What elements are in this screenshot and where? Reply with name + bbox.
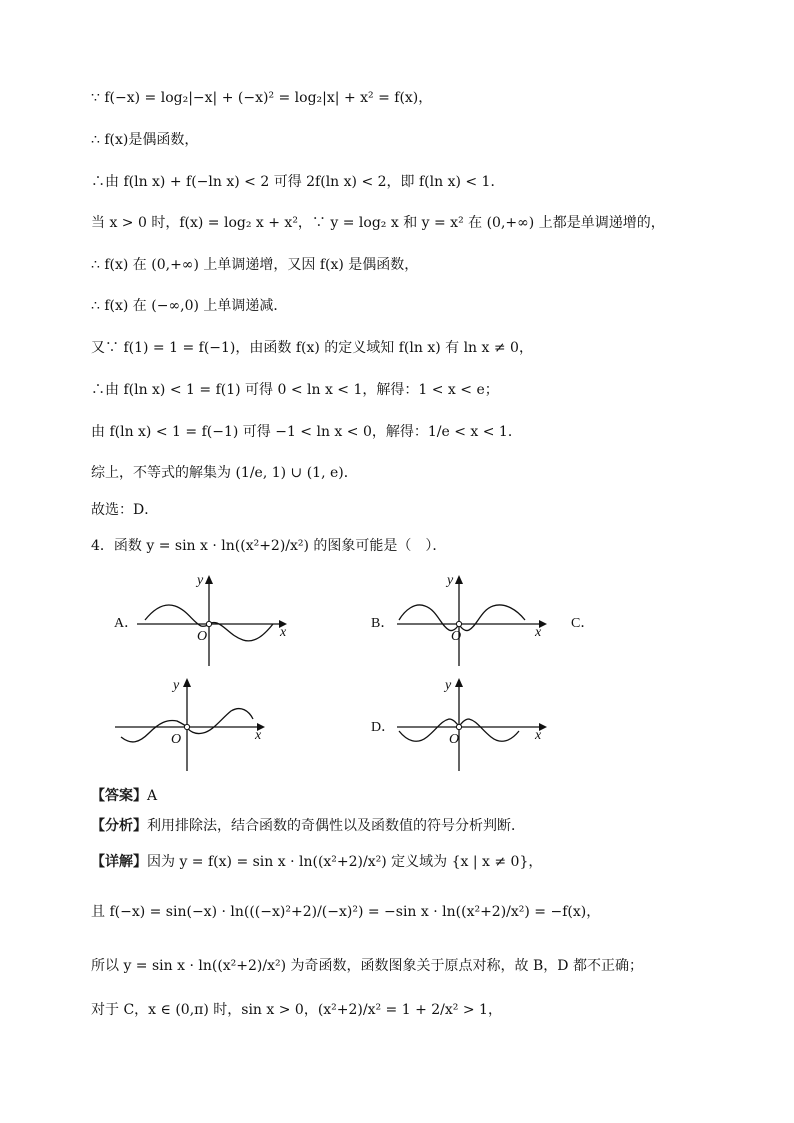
graph-option-a	[135, 570, 295, 670]
origin-label: O	[197, 629, 208, 644]
text-line-5: ∴ f(x) 在 (0,+∞) 上单调递增，又因 f(x) 是偶函数，	[91, 257, 419, 273]
detail-line-2: 且 f(−x) = sin(−x) · ln(((−x)²+2)/(−x)²) = −sin x · ln((x²+2)/x²) = −f(x)，	[91, 904, 601, 920]
detail-line-4: 对于 C，x ∈ (0,π) 时，sin x > 0，(x²+2)/x² = 1 + 2/x² > 1，	[91, 1002, 502, 1018]
graph-option-c	[113, 675, 273, 775]
answer-tag: 【答案】	[91, 788, 147, 804]
answer-line	[91, 786, 157, 806]
y-label: y	[445, 678, 452, 693]
analysis-tag: 【分析】	[91, 818, 147, 834]
y-axis-arrow	[455, 575, 463, 584]
text-line-11: 故选：D．	[91, 502, 159, 518]
text-line-7: 又∵ f(1) = 1 = f(−1)，由函数 f(x) 的定义域知 f(ln x) 有 ln x ≠ 0，	[91, 340, 533, 356]
x-label: x	[255, 728, 262, 743]
answer-text: A	[147, 788, 158, 804]
origin-dot	[456, 621, 461, 626]
origin-dot	[456, 724, 461, 729]
origin-label: O	[451, 629, 462, 644]
question-4: 4．函数 y = sin x · ln((x²+2)/x²) 的图象可能是（ ）．	[91, 538, 447, 554]
option-b-label: B．	[371, 616, 395, 631]
analysis-text: 利用排除法，结合函数的奇偶性以及函数值的符号分析判断．	[147, 818, 525, 834]
option-c-label: C．	[571, 616, 595, 631]
text-line-10: 综上，不等式的解集为 (1/e, 1) ∪ (1, e)．	[91, 465, 358, 481]
detail-line-1	[91, 852, 542, 872]
graph-option-b	[395, 570, 555, 670]
option-d-label: D．	[371, 720, 396, 735]
origin-dot	[184, 724, 189, 729]
detail-line-3: 所以 y = sin x · ln((x²+2)/x²) 为奇函数，函数图象关于原点对称，故 B，D 都不正确；	[91, 958, 643, 974]
text-line-2: ∴ f(x)是偶函数，	[91, 132, 199, 148]
detail-text: 因为 y = f(x) = sin x · ln((x²+2)/x²) 定义域为 {x | x ≠ 0}，	[147, 854, 543, 870]
detail-tag: 【详解】	[91, 854, 147, 870]
text-line-8: ∴由 f(ln x) < 1 = f(1) 可得 0 < ln x < 1，解得：1 < x < e；	[91, 382, 499, 398]
origin-label: O	[449, 732, 460, 747]
curve	[399, 605, 525, 631]
option-a-label: A．	[114, 616, 139, 631]
text-line-4: 当 x > 0 时，f(x) = log₂ x + x²，∵ y = log₂ x 和 y = x² 在 (0,+∞) 上都是单调递增的，	[91, 215, 665, 231]
analysis-line	[91, 816, 525, 836]
y-label: y	[173, 678, 180, 693]
text-line-9: 由 f(ln x) < 1 = f(−1) 可得 −1 < ln x < 0，解得：1/e < x < 1．	[91, 424, 522, 440]
text-line-6: ∴ f(x) 在 (−∞,0) 上单调递减．	[91, 298, 288, 314]
y-label: y	[197, 573, 204, 588]
x-label: x	[280, 625, 287, 640]
y-axis-arrow	[183, 678, 191, 687]
text-line-1: ∵ f(−x) = log₂|−x| + (−x)² = log₂|x| + x² = f(x)，	[91, 90, 433, 106]
text-line-3: ∴由 f(ln x) + f(−ln x) < 2 可得 2f(ln x) < 2，即 f(ln x) < 1．	[91, 174, 505, 190]
y-axis-arrow	[205, 575, 213, 584]
y-axis-arrow	[455, 678, 463, 687]
x-label: x	[535, 728, 542, 743]
x-label: x	[535, 625, 542, 640]
origin-label: O	[171, 732, 182, 747]
y-label: y	[447, 573, 454, 588]
origin-dot	[206, 621, 211, 626]
graph-option-d	[395, 675, 555, 775]
